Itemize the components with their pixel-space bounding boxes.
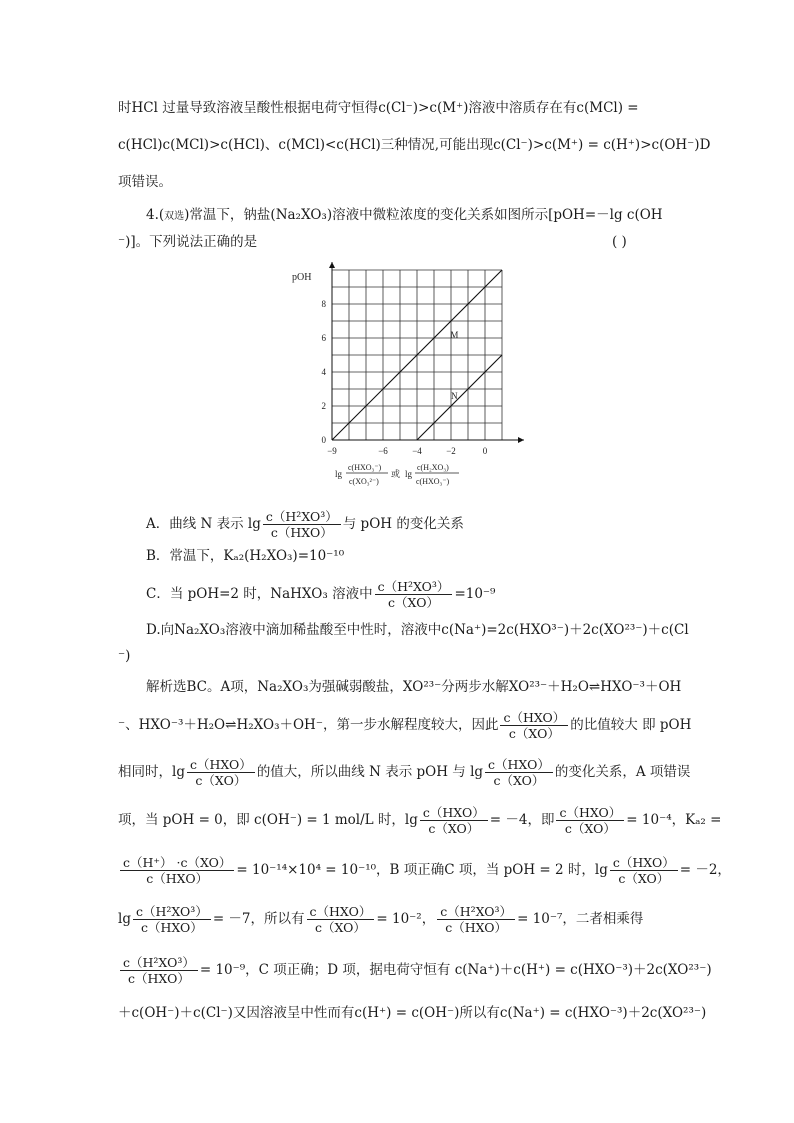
option-d-line-2: ⁻): [118, 648, 131, 664]
solution-line-6: [118, 902, 643, 936]
option-c-post: =10⁻⁹: [454, 586, 496, 602]
x-tick-label: −2: [446, 446, 456, 456]
fraction-h2xo3-hxo: [120, 955, 198, 986]
frac-den: c（HXO）: [146, 871, 209, 886]
solution-line-1: 解析选BC。A项，Na₂XO₃为强碱弱酸盐，XO²³⁻分两步水解XO²³⁻＋H₂O⇌HXO⁻³＋OH: [146, 679, 682, 695]
s6-post: = 10⁻⁷，二者相乘得: [517, 911, 644, 927]
frac-den: c（XO）: [195, 773, 247, 788]
solution-line-3: [118, 755, 690, 789]
frac-den: c（XO）: [388, 595, 439, 610]
y-tick-label: 2: [321, 401, 326, 411]
fraction-h2xo3-hxo: [133, 904, 211, 935]
option-d-line-1: D.向Na₂XO₃溶液中滴加稀盐酸至中性时，溶液中c(Na⁺)=2c(HXO³⁻)＋2c(XO²³⁻)＋c(Cl: [146, 622, 689, 638]
s3-post: 的变化关系，A 项错误: [554, 764, 691, 780]
fraction-hxo-xo: [485, 757, 553, 788]
y-axis-label: pOH: [292, 272, 312, 283]
s3-mid: 的值大，所以曲线 N 表示 pOH 与 lg: [256, 764, 484, 780]
s4-post: = 10⁻⁴，Kₐ₂ =: [626, 812, 722, 828]
y-tick-label: 4: [321, 367, 326, 377]
frac-num: c（HXO）: [307, 904, 375, 920]
chart-axes: [329, 262, 524, 443]
poh-chart: [290, 258, 530, 498]
frac-num: c（H⁺） ·c（XO）: [120, 855, 234, 871]
x-label-f2-num: c(H₂XO₃): [417, 463, 449, 472]
frac-den: c（XO）: [428, 821, 480, 836]
s5-post: = －2，: [679, 862, 731, 878]
series-label-M: M: [450, 330, 459, 340]
s4-mid: = －4，即: [489, 812, 555, 828]
s6-mid2: = 10⁻²，: [376, 911, 436, 927]
s6-mid1: = －7，所以有: [212, 911, 305, 927]
fraction-h2xo3-hxo: [263, 509, 341, 540]
frac-num: c（HXO）: [500, 710, 568, 726]
fraction-hxo-xo: [420, 805, 488, 836]
y-tick-label: 8: [321, 299, 326, 309]
x-tick-label: 0: [482, 446, 488, 456]
fraction-hxo-xo: [556, 805, 624, 836]
y-axis-arrow: [329, 262, 335, 268]
x-tick-label: −9: [327, 446, 337, 456]
option-b: B．常温下，Kₐ₂(H₂XO₃)=10⁻¹⁰: [146, 548, 345, 564]
frac-num: c（H²XO³）: [263, 509, 341, 525]
x-label-f1-num: c(HXO₃⁻): [348, 463, 382, 472]
frac-den: c（HXO）: [128, 971, 190, 986]
y-tick-label: 0: [321, 435, 326, 445]
question-4-line-1: [146, 205, 663, 227]
frac-num: c（HXO）: [187, 757, 255, 773]
question-number: 4.(: [146, 207, 165, 223]
fraction-h-xo-hxo: [120, 855, 234, 886]
frac-den: c（XO）: [508, 726, 560, 741]
s2-pre: ⁻、HXO⁻³＋H₂O⇌H₂XO₃＋OH⁻，第一步水解程度较大，因此: [118, 717, 499, 733]
solution-line-4: [118, 803, 721, 837]
x-axis-arrow: [518, 437, 524, 443]
frac-den: c（XO）: [314, 920, 366, 935]
fraction-hxo-xo: [610, 855, 678, 886]
answer-paren: ( ): [612, 234, 627, 250]
fraction-h2xo3-hxo: [437, 904, 515, 935]
text-line-3: 项错误。: [118, 174, 172, 190]
frac-num: c（H²XO³）: [375, 579, 453, 595]
y-tick-label: 6: [321, 333, 326, 343]
question-stem: )常温下，钠盐(Na₂XO₃)溶液中微粒浓度的变化关系如图所示[pOH=－lg c(OH: [184, 207, 663, 223]
fraction-hxo-xo: [307, 904, 375, 935]
series-label-N: N: [451, 391, 458, 402]
option-c-pre: C．当 pOH=2 时，NaHXO₃ 溶液中: [146, 586, 373, 602]
frac-den: c（HXO）: [445, 920, 508, 935]
series-line-N: [417, 355, 502, 440]
question-tag: 双选: [164, 211, 185, 222]
chart-ticks: [322, 299, 488, 456]
solution-line-5: [118, 853, 731, 887]
x-tick-label: −6: [378, 446, 388, 456]
question-4-line-2: ⁻)]。下列说法正确的是: [118, 234, 258, 250]
frac-den: c（XO）: [564, 821, 616, 836]
frac-den: c（XO）: [493, 773, 545, 788]
x-label-lg: lg: [335, 469, 343, 479]
option-a-post: 与 pOH 的变化关系: [342, 516, 464, 532]
option-c: [146, 578, 495, 610]
x-label-f1-den: c(XO₃²⁻): [349, 477, 379, 486]
frac-num: c（HXO）: [420, 805, 488, 821]
frac-num: c（HXO）: [485, 757, 553, 773]
s5-mid: = 10⁻¹⁴×10⁴ = 10⁻¹⁰，B 项正确C 项，当 pOH = 2 时，lg: [236, 862, 608, 878]
frac-num: c（H²XO³）: [120, 955, 198, 971]
s4-pre: 项，当 pOH = 0，即 c(OH⁻) = 1 mol/L 时，lg: [118, 812, 418, 828]
x-tick-label: −4: [412, 446, 422, 456]
frac-den: c（HXO）: [140, 920, 203, 935]
solution-line-2: [118, 708, 691, 742]
fraction-hxo-xo: [500, 710, 568, 741]
solution-line-8: ＋c(OH⁻)＋c(Cl⁻)又因溶液呈中性而有c(H⁺) = c(OH⁻)所以有c(Na⁺) = c(HXO⁻³)＋2c(XO²³⁻): [118, 1005, 707, 1021]
frac-num: c（HXO）: [610, 855, 678, 871]
x-label-f2-den: c(HXO₃⁻): [416, 477, 450, 486]
frac-num: c（HXO）: [556, 805, 624, 821]
option-a-pre: A．曲线 N 表示 lg: [146, 516, 261, 532]
text-line-2: c(HCl)c(MCl)>c(HCl)、c(MCl)<c(HCl)三种情况,可能出现c(Cl⁻)>c(M⁺) = c(H⁺)>c(OH⁻)D: [118, 137, 711, 153]
option-a: [146, 508, 464, 540]
fraction-hxo-xo: [187, 757, 255, 788]
x-label-or: 或: [391, 469, 401, 479]
s7-post: = 10⁻⁹，C 项正确；D 项，据电荷守恒有 c(Na⁺)＋c(H⁺) = c(HXO⁻³)＋2c(XO²³⁻): [199, 962, 712, 978]
frac-num: c（H²XO³）: [437, 904, 515, 920]
fraction-h2xo3-xo: [375, 579, 453, 610]
x-label-lg2: lg: [405, 469, 413, 479]
solution-line-7: [118, 953, 712, 987]
s6-pre: lg: [118, 911, 131, 927]
s2-post: 的比值较大 即 pOH: [570, 717, 692, 733]
text-line-1: 时HCl 过量导致溶液呈酸性根据电荷守恒得c(Cl⁻)>c(M⁺)溶液中溶质存在有c(MCl) =: [118, 100, 639, 116]
s3-pre: 相同时，lg: [118, 764, 185, 780]
frac-den: c（XO）: [618, 871, 670, 886]
frac-num: c（H²XO³）: [133, 904, 211, 920]
frac-den: c（HXO）: [270, 525, 333, 540]
